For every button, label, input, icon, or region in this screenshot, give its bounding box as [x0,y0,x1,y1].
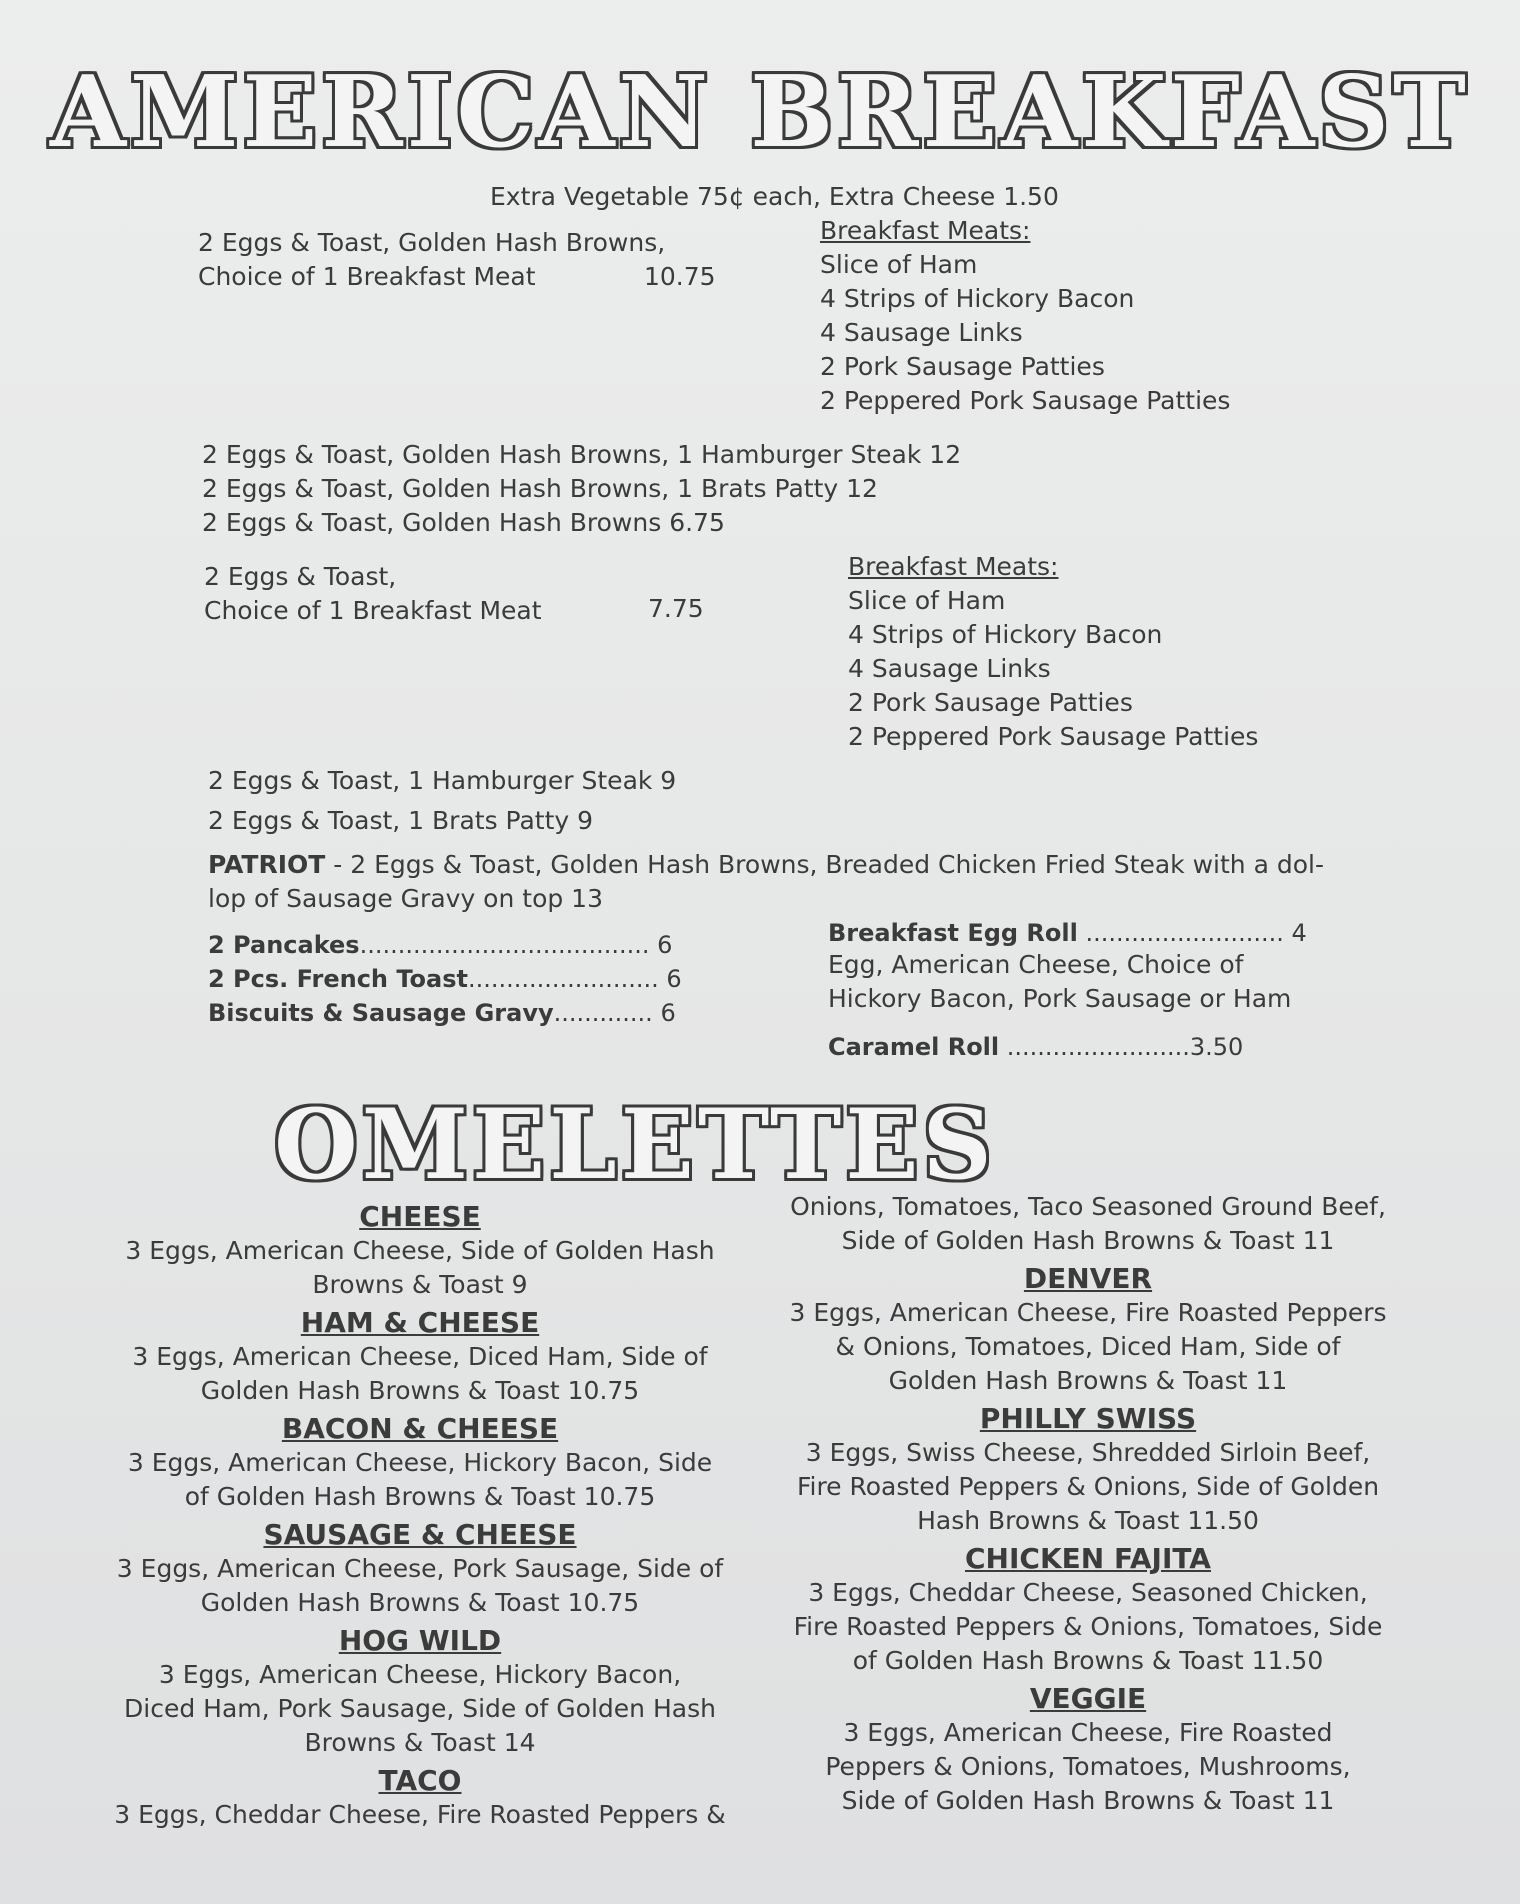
item2: 2 Eggs & Toast, Golden Hash Browns, 1 Hamburger Steak 12 [202,440,962,469]
meats-list-2 [848,550,1258,754]
item5-price: 7.75 [648,594,704,623]
omelette-item: DENVER 3 Eggs, American Cheese, Fire Roasted Peppers & Onions, Tomatoes, Diced Ham, Side of Golden Hash Browns & Toast 11 [789,1262,1387,1395]
side-item: 2 Pcs. French Toast......................... 6 [208,965,682,993]
meat-item: 4 Sausage Links [820,318,1023,347]
extras-note: Extra Vegetable 75¢ each, Extra Cheese 1.50 [490,182,1059,211]
egg-roll-desc2: Hickory Bacon, Pork Sausage or Ham [828,984,1292,1013]
omelette-item: VEGGIE 3 Eggs, American Cheese, Fire Roasted Peppers & Onions, Tomatoes, Mushrooms, Side of Golden Hash Browns & Toast 11 [825,1682,1351,1815]
taco-continued: Onions, Tomatoes, Taco Seasoned Ground Beef, Side of Golden Hash Browns & Toast 11 [790,1192,1386,1255]
patriot-line1 [208,848,1324,882]
patriot-desc1: - 2 Eggs & Toast, Golden Hash Browns, Breaded Chicken Fried Steak with a dol- [325,850,1324,879]
meat-item: 4 Strips of Hickory Bacon [848,620,1163,649]
omelette-item: CHEESE 3 Eggs, American Cheese, Side of Golden Hash Browns & Toast 9 [125,1200,715,1299]
meats-heading: Breakfast Meats: [820,216,1031,245]
side-item: 2 Pancakes...................................... 6 [208,931,673,959]
omelettes-right-column [768,1190,1408,1818]
patriot-line2: lop of Sausage Gravy on top 13 [208,884,603,913]
omelette-item: BACON & CHEESE 3 Eggs, American Cheese, Hickory Bacon, Side of Golden Hash Browns & Toast 10.75 [127,1412,713,1511]
omelette-item: SAUSAGE & CHEESE 3 Eggs, American Cheese, Pork Sausage, Side of Golden Hash Browns & Toast 10.75 [116,1518,724,1617]
omelette-item: HOG WILD 3 Eggs, American Cheese, Hickory Bacon, Diced Ham, Pork Sausage, Side of Golden Hash Browns & Toast 14 [124,1624,716,1757]
item5-line2: Choice of 1 Breakfast Meat [204,596,542,625]
item1-line1: 2 Eggs & Toast, Golden Hash Browns, [198,228,666,257]
egg-roll-desc1: Egg, American Cheese, Choice of [828,950,1244,979]
meat-item: 2 Peppered Pork Sausage Patties [848,722,1259,751]
omelette-item: TACO 3 Eggs, Cheddar Cheese, Fire Roasted Peppers & [114,1764,726,1829]
item1-line2: Choice of 1 Breakfast Meat [198,262,536,291]
meat-item: 2 Peppered Pork Sausage Patties [820,386,1231,415]
item3: 2 Eggs & Toast, Golden Hash Browns, 1 Brats Patty 12 [202,474,878,503]
patriot-name: PATRIOT [208,850,326,879]
meat-item: 4 Strips of Hickory Bacon [820,284,1135,313]
item6: 2 Eggs & Toast, 1 Hamburger Steak 9 [208,766,677,795]
item7: 2 Eggs & Toast, 1 Brats Patty 9 [208,806,594,835]
meat-item: 2 Pork Sausage Patties [848,688,1133,717]
side-item: Biscuits & Sausage Gravy............. 6 [208,999,676,1027]
egg-roll-item: Breakfast Egg Roll .......................... 4 [828,919,1307,947]
meats-list-1 [820,214,1230,418]
item1-price: 10.75 [644,262,716,291]
omelette-item: PHILLY SWISS 3 Eggs, Swiss Cheese, Shredded Sirloin Beef, Fire Roasted Peppers & Onions, Side of Golden Hash Browns & Toast 11.50 [796,1402,1380,1535]
caramel-roll-item: Caramel Roll ........................3.50 [828,1033,1244,1061]
meat-item: Slice of Ham [848,586,1006,615]
meats-heading: Breakfast Meats: [848,552,1059,581]
meat-item: 2 Pork Sausage Patties [820,352,1105,381]
page-title: AMERICAN BREAKFAST [50,55,1470,170]
item5-line1: 2 Eggs & Toast, [204,562,397,591]
meat-item: 4 Sausage Links [848,654,1051,683]
meat-item: Slice of Ham [820,250,978,279]
omelettes-left-column [100,1200,740,1832]
omelette-item: CHICKEN FAJITA 3 Eggs, Cheddar Cheese, Seasoned Chicken, Fire Roasted Peppers & Onions, Tomatoes, Side of Golden Hash Browns & Toast 11.50 [793,1542,1383,1675]
omelette-item: HAM & CHEESE 3 Eggs, American Cheese, Diced Ham, Side of Golden Hash Browns & Toast 10.75 [132,1306,708,1405]
omelettes-title: OMELETTES [274,1088,996,1201]
item4: 2 Eggs & Toast, Golden Hash Browns 6.75 [202,508,725,537]
